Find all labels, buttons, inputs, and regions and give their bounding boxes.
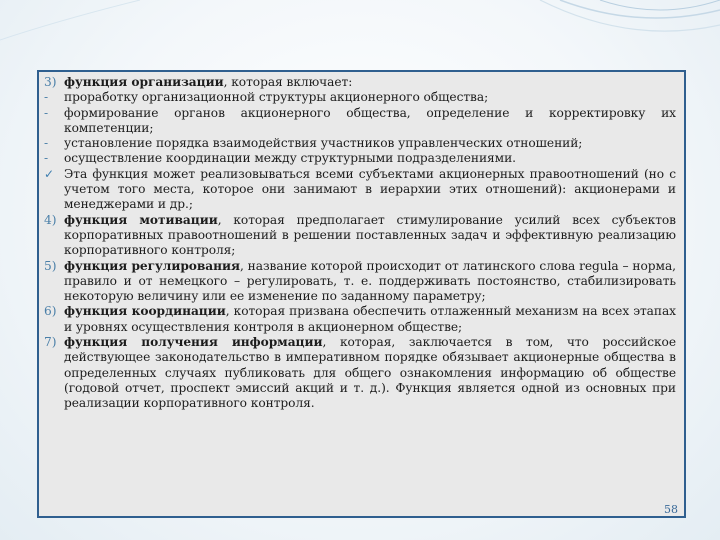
- list-item-text: Эта функция может реализовываться всеми субъектами акционерных правоотношений (но с учетом того места, которое они занимают в иерархии этих отношений): акционерами и менеджерами и др.;: [64, 166, 676, 212]
- list-item-text: [64, 75, 676, 90]
- list-item: [44, 106, 676, 137]
- list-marker: -: [44, 136, 49, 151]
- list-marker: 7): [44, 335, 57, 350]
- list-item: [44, 90, 676, 105]
- decorative-corner-art: [0, 0, 720, 80]
- list-item: [44, 75, 676, 90]
- list-item-text: установление порядка взаимодействия участников управленческих отношений;: [64, 136, 583, 151]
- list-item-bold: функция координации: [64, 304, 226, 319]
- list-marker: -: [44, 90, 49, 105]
- list-item-rest: , которая, заключается в том, что российское действующее законодательство в императивном порядке обязывает акционерные общества в определенных случаях публиковать для общего ознакомления информацию об обществе (годовой отчет, проспект эмиссий акций и т. д.). Функция является одной из основных при реализации корпоративного контроля.: [64, 335, 676, 411]
- page-number: 58: [664, 503, 678, 516]
- list-marker: -: [44, 105, 49, 120]
- list-marker: 4): [44, 212, 57, 227]
- list-item-rest: , название которой происходит от латинского слова regula – норма, правило и от немецкого – регулировать, т. е. поддерживать постоянство, стабилизировать некоторую величину или ее изменение по заданному параметру;: [64, 258, 676, 304]
- list-item: [44, 335, 676, 411]
- list-marker: 6): [44, 304, 57, 319]
- list-item-text: [64, 335, 676, 411]
- list-item: [44, 304, 676, 335]
- list-item: [44, 213, 676, 259]
- list-marker: 5): [44, 258, 57, 273]
- list-item-text: осуществление координации между структурными подразделениями.: [64, 151, 517, 166]
- slide-text-body: [44, 75, 676, 412]
- list-item-bold: функция получения информации: [64, 335, 323, 350]
- list-item-rest: , которая включает:: [223, 75, 353, 89]
- list-item-bold: функция мотивации: [64, 212, 218, 227]
- list-item-text: [64, 213, 676, 259]
- list-item: [44, 151, 676, 166]
- list-item: [44, 136, 676, 151]
- list-marker: -: [44, 151, 49, 166]
- list-marker: 3): [44, 75, 57, 89]
- list-item-text: проработку организационной структуры акционерного общества;: [64, 90, 489, 105]
- list-item-text: [64, 259, 676, 305]
- list-item-text: формирование органов акционерного общества, определение и корректировку их компетенции;: [64, 105, 676, 135]
- list-item-rest: , которая призвана обеспечить отлаженный механизм на всех этапах и уровнях осуществления контроля в акционерном обществе;: [64, 304, 677, 334]
- list-item-text: [64, 304, 676, 335]
- list-item: [44, 259, 676, 305]
- list-item-rest: , которая предполагает стимулирование усилий всех субъектов корпоративных правоотношений в решении поставленных задач и эффективную реализацию корпоративного контроля;: [64, 212, 676, 258]
- list-item-bold: функция организации: [64, 75, 224, 89]
- checkmark-icon: ✓: [44, 166, 55, 181]
- list-item: [44, 167, 676, 213]
- list-item-bold: функция регулирования: [64, 258, 240, 273]
